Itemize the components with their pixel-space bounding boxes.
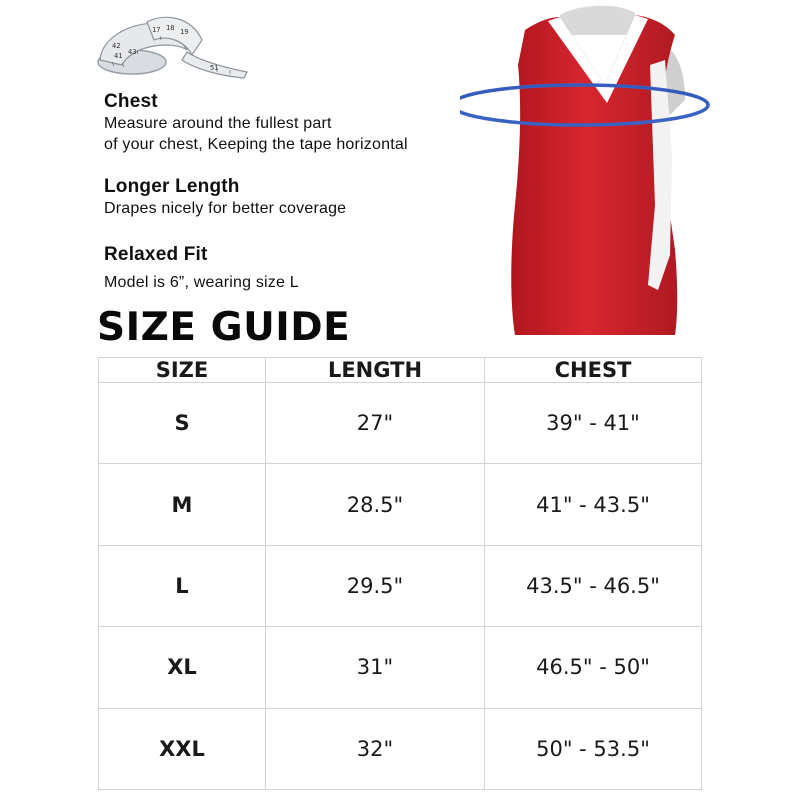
column-header-chest: CHEST <box>485 358 702 383</box>
size-cell: M <box>99 464 266 545</box>
tape-number: 42 <box>112 42 121 50</box>
feature-description-line: Model is 6”, wearing size L <box>104 274 299 291</box>
table-row <box>99 464 702 545</box>
feature-title: Relaxed Fit <box>104 244 208 265</box>
mannequin-neck <box>560 6 638 35</box>
feature-title: Longer Length <box>104 176 240 197</box>
feature-description-line: of your chest, Keeping the tape horizontal <box>104 136 408 153</box>
length-cell: 28.5" <box>266 464 485 545</box>
size-cell: L <box>99 545 266 626</box>
column-header-length: LENGTH <box>266 358 485 383</box>
tape-number: 41 <box>114 52 123 60</box>
length-cell: 27" <box>266 383 485 464</box>
feature-description-line: Drapes nicely for better coverage <box>104 200 347 217</box>
feature-longer-length <box>104 176 346 219</box>
size-guide-table <box>98 357 702 790</box>
length-cell: 31" <box>266 627 485 708</box>
tape-number: 19 <box>180 28 189 36</box>
feature-title: Chest <box>104 91 158 112</box>
table-row <box>99 383 702 464</box>
table-row <box>99 627 702 708</box>
length-cell: 29.5" <box>266 545 485 626</box>
tape-number: 51 <box>210 64 219 72</box>
feature-relaxed-fit <box>104 244 299 293</box>
table-row <box>99 708 702 789</box>
chest-cell: 41" - 43.5" <box>485 464 702 545</box>
column-header-size: SIZE <box>99 358 266 383</box>
size-cell: XXL <box>99 708 266 789</box>
measuring-tape-icon <box>92 10 252 80</box>
chest-cell: 50" - 53.5" <box>485 708 702 789</box>
jersey-illustration <box>460 5 720 345</box>
tape-number: 43 <box>128 48 137 56</box>
feature-description-line: Measure around the fullest part <box>104 115 332 132</box>
chest-cell: 43.5" - 46.5" <box>485 545 702 626</box>
length-cell: 32" <box>266 708 485 789</box>
table-row <box>99 545 702 626</box>
size-guide-title: SIZE GUIDE <box>97 305 351 350</box>
chest-cell: 46.5" - 50" <box>485 627 702 708</box>
tape-number: 18 <box>166 24 175 32</box>
size-cell: XL <box>99 627 266 708</box>
feature-chest <box>104 91 408 155</box>
tape-number: 17 <box>152 26 161 34</box>
size-cell: S <box>99 383 266 464</box>
chest-cell: 39" - 41" <box>485 383 702 464</box>
table-header-row <box>99 358 702 383</box>
